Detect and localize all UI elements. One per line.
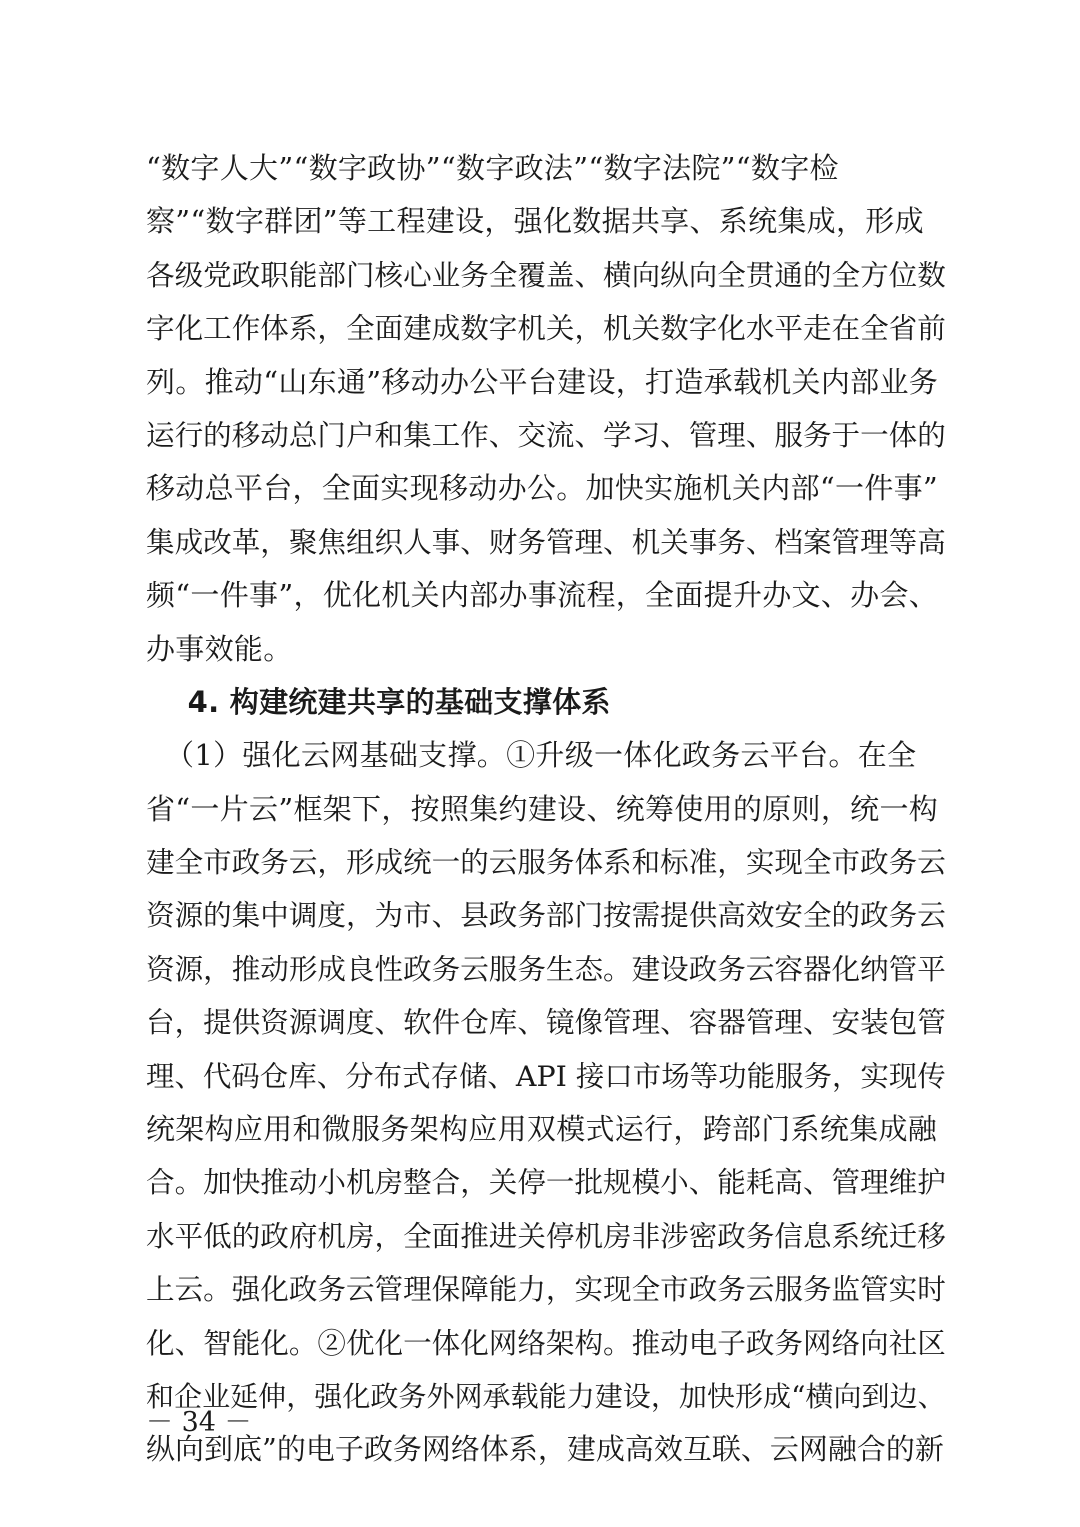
text-line: 办事效能。	[146, 631, 293, 666]
text-line: 化、智能化。②优化一体化网络架构。推动电子政务网络向社区	[146, 1325, 946, 1360]
text-line: 建全市政务云，形成统一的云服务体系和标准，实现全市政务云	[146, 845, 946, 880]
text-line: 省“一片云”框架下，按照集约建设、统筹使用的原则，统一构	[146, 791, 939, 826]
text-line: 集成改革，聚焦组织人事、财务管理、机关事务、档案管理等高	[146, 524, 946, 559]
text-line: 水平低的政府机房，全面推进关停机房非涉密政务信息系统迁移	[146, 1218, 946, 1253]
text-line: 合。加快推动小机房整合，关停一批规模小、能耗高、管理维护	[146, 1165, 946, 1200]
text-line: 资源的集中调度，为市、县政务部门按需提供高效安全的政务云	[146, 898, 946, 933]
text-line: 上云。强化政务云管理保障能力，实现全市政务云服务监管实时	[146, 1272, 946, 1307]
text-line: 纵向到底”的电子政务网络体系，建成高效互联、云网融合的新	[146, 1432, 944, 1467]
text-line: 频“一件事”，优化机关内部办事流程，全面提升办文、办会、	[146, 578, 939, 613]
body-text	[146, 142, 946, 1477]
section-heading: 4. 构建统建共享的基础支撑体系	[146, 684, 611, 719]
text-line: 移动总平台，全面实现移动办公。加快实施机关内部“一件事”	[146, 471, 939, 506]
text-line: 统架构应用和微服务架构应用双模式运行，跨部门系统集成融	[146, 1112, 938, 1147]
page-number: － 34 －	[146, 1407, 252, 1438]
text-line: 列。推动“山东通”移动办公平台建设，打造承载机关内部业务	[146, 364, 939, 399]
text-line: （1）强化云网基础支撑。①升级一体化政务云平台。在全	[146, 738, 917, 773]
text-line: 理、代码仓库、分布式存储、API 接口市场等功能服务，实现传	[146, 1059, 946, 1093]
text-line: 台，提供资源调度、软件仓库、镜像管理、容器管理、安装包管	[146, 1005, 946, 1040]
text-line: 各级党政职能部门核心业务全覆盖、横向纵向全贯通的全方位数	[146, 257, 946, 292]
text-line: 察”“数字群团”等工程建设，强化数据共享、系统集成，形成	[146, 204, 924, 239]
text-line: 字化工作体系，全面建成数字机关，机关数字化水平走在全省前	[146, 311, 946, 346]
text-line: 运行的移动总门户和集工作、交流、学习、管理、服务于一体的	[146, 417, 946, 452]
text-line: “数字人大”“数字政协”“数字政法”“数字法院”“数字检	[146, 151, 839, 185]
text-line: 和企业延伸，强化政务外网承载能力建设，加快形成“横向到边、	[146, 1379, 946, 1413]
text-line: 资源，推动形成良性政务云服务生态。建设政务云容器化纳管平	[146, 951, 946, 986]
